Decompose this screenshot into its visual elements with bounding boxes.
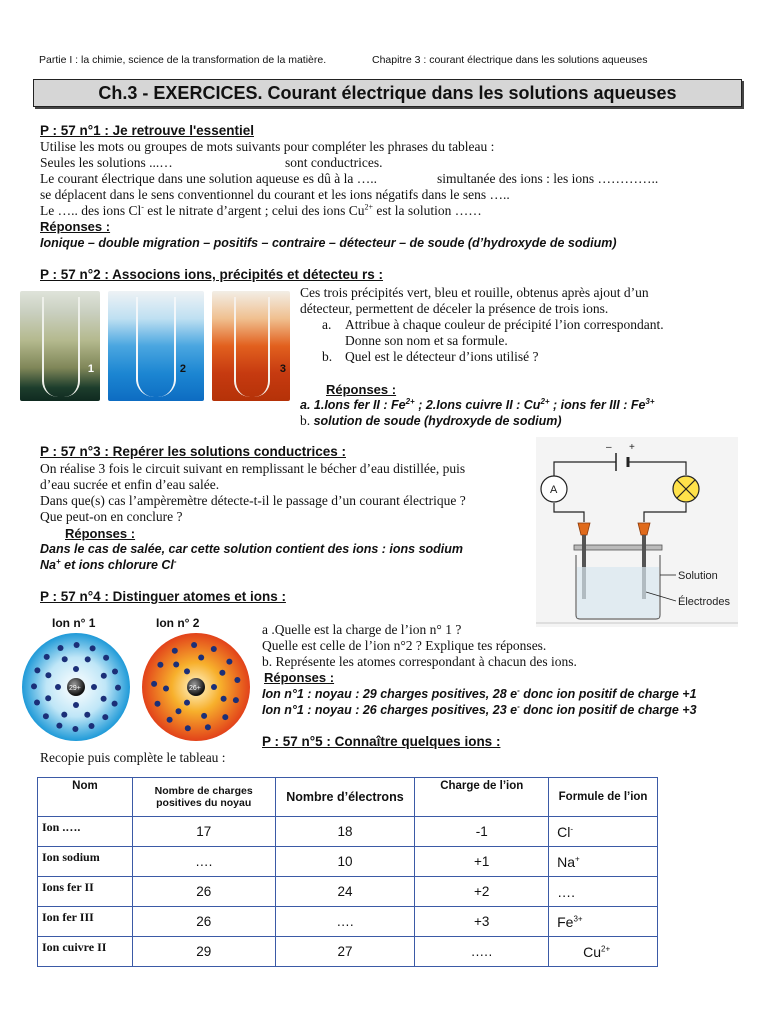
ion2-diagram <box>140 631 252 743</box>
formula-text: Fe <box>557 913 574 930</box>
electron-dot <box>226 659 232 665</box>
page-title: Ch.3 - EXERCICES. Courant électrique dans les solutions aqueuses <box>33 79 742 107</box>
electron-dot <box>91 684 97 690</box>
ex1-line3a: Le courant électrique dans une solution aqueuse es dû à la ….. <box>40 171 378 186</box>
ex1-line2b: sont conductrices. <box>285 155 383 170</box>
electron-dot <box>172 648 178 654</box>
ex2-qa-letter: a. <box>322 317 332 332</box>
cell-charge: +3 <box>415 907 549 937</box>
cell-formula <box>549 937 658 967</box>
electron-dot <box>73 702 79 708</box>
ex3-answer1: Dans le cas de salée, car cette solution contient des ions : ions sodium <box>40 542 464 556</box>
electron-dot <box>234 677 240 683</box>
electron-dot <box>102 714 108 720</box>
tube-photo-2 <box>108 291 204 401</box>
ex2-qb: Quel est le détecteur d’ions utilisé ? <box>345 349 539 364</box>
ex4-qa2: Quelle est celle de l’ion n°2 ? Explique tes réponses. <box>262 638 547 653</box>
electron-dot <box>112 701 118 707</box>
electron-dot <box>103 655 109 661</box>
ex2-qa1: Attribue à chaque couleur de précipité l’ion correspondant. <box>345 317 664 332</box>
electron-dot <box>155 701 161 707</box>
cell-charges: 29 <box>132 937 275 967</box>
header-left: Partie I : la chimie, science de la transformation de la matière. <box>39 54 327 66</box>
cell-charges: …. <box>132 847 275 877</box>
ex4-answer1: Ion n°1 : noyau : 29 charges positives, 28 e- donc ion positif de charge +1 <box>262 685 697 701</box>
cell-charges: 17 <box>132 817 275 847</box>
tube-label-3: 3 <box>279 363 286 375</box>
cell-charges: 26 <box>132 877 275 907</box>
electron-dot <box>211 684 217 690</box>
ex1-line5: Le ….. des ions Cl- est le nitrate d’argent ; celui des ions $Cu^{2+}$ est la solution …… <box>40 202 482 218</box>
ex1-answers-heading: Réponses : <box>40 219 111 234</box>
cell-electrons: …. <box>275 907 415 937</box>
battery-minus: – <box>606 442 612 453</box>
formula-charge: 3+ <box>573 913 583 923</box>
col-formule: Formule de l’ion <box>549 778 658 817</box>
tube-photo-1 <box>20 291 100 401</box>
ammeter-label: A <box>550 484 558 496</box>
ex1-heading: P : 57 n°1 : Je retrouve l'essentiel <box>40 123 254 138</box>
ex1-line2a: Seules les solutions ...… <box>40 155 173 170</box>
cell-formula <box>549 877 658 907</box>
table-row <box>38 907 658 937</box>
ex1-line4: se déplacent dans le sens conventionnel du courant et les ions négatifs dans le sens ….. <box>40 187 510 202</box>
battery-plus: + <box>629 442 635 453</box>
ion1-diagram <box>20 631 132 743</box>
ex2-answer-b: b. solution de soude (hydroxyde de sodium) <box>300 413 562 428</box>
cell-electrons: 18 <box>275 817 415 847</box>
electron-dot <box>73 666 79 672</box>
ex1-line1: Utilise les mots ou groupes de mots suivants pour compléter les phrases du tableau : <box>40 139 495 154</box>
ex3-line3: Dans que(s) cas l’ampèremètre détecte-t-il le passage d’un courant électrique ? <box>40 493 466 508</box>
electrodes-label: Électrodes <box>678 596 730 608</box>
ex4-heading: P : 57 n°4 : Distinguer atomes et ions : <box>40 589 286 604</box>
cell-charge: -1 <box>415 817 549 847</box>
ex2-qb-letter: b. <box>322 349 333 364</box>
electron-dot <box>34 700 40 706</box>
ion2-nucleus-charge: 26+ <box>189 685 201 692</box>
electron-dot <box>222 714 228 720</box>
solution-label: Solution <box>678 570 718 582</box>
col-charges: Nombre de charges positives du noyau <box>132 778 275 817</box>
formula-text: Cu <box>583 943 601 960</box>
formula-text: Cl <box>557 823 571 840</box>
electron-dot <box>211 646 217 652</box>
ex3-line4: Que peut-on en conclure ? <box>40 509 183 524</box>
electron-dot <box>176 708 182 714</box>
electron-dot <box>184 700 190 706</box>
electron-dot <box>85 656 91 662</box>
cell-formula <box>549 847 658 877</box>
electron-dot <box>58 645 64 651</box>
cell-name: Ion cuivre II <box>38 937 133 967</box>
electron-dot <box>191 642 197 648</box>
electron-dot <box>205 724 211 730</box>
electron-dot <box>61 712 67 718</box>
ex3-heading: P : 57 n°3 : Repérer les solutions conductrices : <box>40 444 346 459</box>
electron-dot <box>185 725 191 731</box>
cell-name: Ions fer II <box>38 877 133 907</box>
electron-dot <box>115 685 121 691</box>
electron-dot <box>43 713 49 719</box>
electron-dot <box>44 654 50 660</box>
electron-dot <box>74 642 80 648</box>
electron-dot <box>163 686 169 692</box>
cell-name: Ion .…. <box>38 817 133 847</box>
ex3-line1: On réalise 3 fois le circuit suivant en remplissant le bécher d’eau distillée, puis <box>40 461 466 476</box>
electron-dot <box>167 717 173 723</box>
table-row <box>38 817 658 847</box>
formula-charge: - <box>570 823 573 833</box>
tube-photo-3 <box>212 291 290 401</box>
electron-dot <box>101 696 107 702</box>
tube-label-2: 2 <box>179 363 186 375</box>
electron-dot <box>101 673 107 679</box>
electron-dot <box>233 697 239 703</box>
formula-charge: + <box>575 853 580 863</box>
table-row <box>38 877 658 907</box>
electron-dot <box>31 683 37 689</box>
table-header-row <box>38 778 658 817</box>
electron-dot <box>157 662 163 668</box>
col-electrons: Nombre d’électrons <box>275 778 415 817</box>
cell-charge: +1 <box>415 847 549 877</box>
ex5-intro: Recopie puis complète le tableau : <box>40 750 226 765</box>
electron-dot <box>221 696 227 702</box>
cell-electrons: 27 <box>275 937 415 967</box>
circuit-diagram <box>536 437 738 627</box>
ex2-text1: Ces trois précipités vert, bleu et rouille, obtenus après ajout d’un <box>300 285 649 300</box>
header-right: Chapitre 3 : courant électrique dans les solutions aqueuses <box>372 54 648 66</box>
ex4-answer2: Ion n°1 : noyau : 26 charges positives, 23 e- donc ion positif de charge +3 <box>262 701 697 717</box>
cell-charges: 26 <box>132 907 275 937</box>
ion1-nucleus-charge: 29+ <box>69 685 81 692</box>
ex2-text2: détecteur, permettent de déceler la présence de trois ions. <box>300 301 609 316</box>
ex2-answers-heading: Réponses : <box>326 382 397 397</box>
cell-name: Ion sodium <box>38 847 133 877</box>
col-nom: Nom <box>38 778 133 817</box>
electron-dot <box>198 655 204 661</box>
ex1-answers: Ionique – double migration – positifs – contraire – détecteur – de soude (d’hydroxyde de sodium) <box>40 236 617 250</box>
col-charge: Charge de l’ion <box>415 778 549 817</box>
tube-label-1: 1 <box>87 363 94 375</box>
formula-text: Na <box>557 853 575 870</box>
ion1-label: Ion n° 1 <box>52 616 96 630</box>
electron-dot <box>34 667 40 673</box>
cell-electrons: 24 <box>275 877 415 907</box>
ex3-line2: d’eau sucrée et enfin d’eau salée. <box>40 477 220 492</box>
electron-dot <box>56 723 62 729</box>
electron-dot <box>90 645 96 651</box>
electron-dot <box>62 656 68 662</box>
cell-formula <box>549 817 658 847</box>
table-row <box>38 937 658 967</box>
electron-dot <box>45 672 51 678</box>
table-row <box>38 847 658 877</box>
ex1-line3b: simultanée des ions : les ions ………….. <box>437 171 659 186</box>
ex5-heading: P : 57 n°5 : Connaître quelques ions : <box>262 734 501 749</box>
ion2-label: Ion n° 2 <box>156 616 200 630</box>
electron-dot <box>72 726 78 732</box>
cell-charge: .…. <box>415 937 549 967</box>
electron-dot <box>151 681 157 687</box>
formula-text: …. <box>557 883 575 900</box>
ex4-qa: a .Quelle est la charge de l’ion n° 1 ? <box>262 622 462 637</box>
electron-dot <box>219 670 225 676</box>
ex4-answers-heading: Réponses : <box>264 670 335 685</box>
cell-formula <box>549 907 658 937</box>
electron-dot <box>112 669 118 675</box>
cell-charge: +2 <box>415 877 549 907</box>
cell-electrons: 10 <box>275 847 415 877</box>
electron-dot <box>45 695 51 701</box>
electron-dot <box>84 712 90 718</box>
electron-dot <box>201 713 207 719</box>
electron-dot <box>89 723 95 729</box>
ex2-heading: P : 57 n°2 : Associons ions, précipités et détecteu rs : <box>40 267 384 282</box>
electron-dot <box>184 668 190 674</box>
ex2-answer-a: a. 1.Ions fer II : $Fe^{2+}$ ; 2.Ions cuivre II : $Cu^{2+}$ ; ions fer III : $Fe^{3+}$ <box>300 396 655 412</box>
ex2-qa2: Donne son nom et sa formule. <box>345 333 508 348</box>
electron-dot <box>173 662 179 668</box>
ex4-qb: b. Représente les atomes correspondant à chacun des ions. <box>262 654 577 669</box>
ex3-answer2: Na+ et ions chlorure Cl- <box>40 556 177 572</box>
electron-dot <box>55 684 61 690</box>
cell-name: Ion fer III <box>38 907 133 937</box>
ions-table <box>37 777 658 967</box>
ex3-answers-heading: Réponses : <box>65 526 136 541</box>
formula-charge: 2+ <box>601 943 611 953</box>
